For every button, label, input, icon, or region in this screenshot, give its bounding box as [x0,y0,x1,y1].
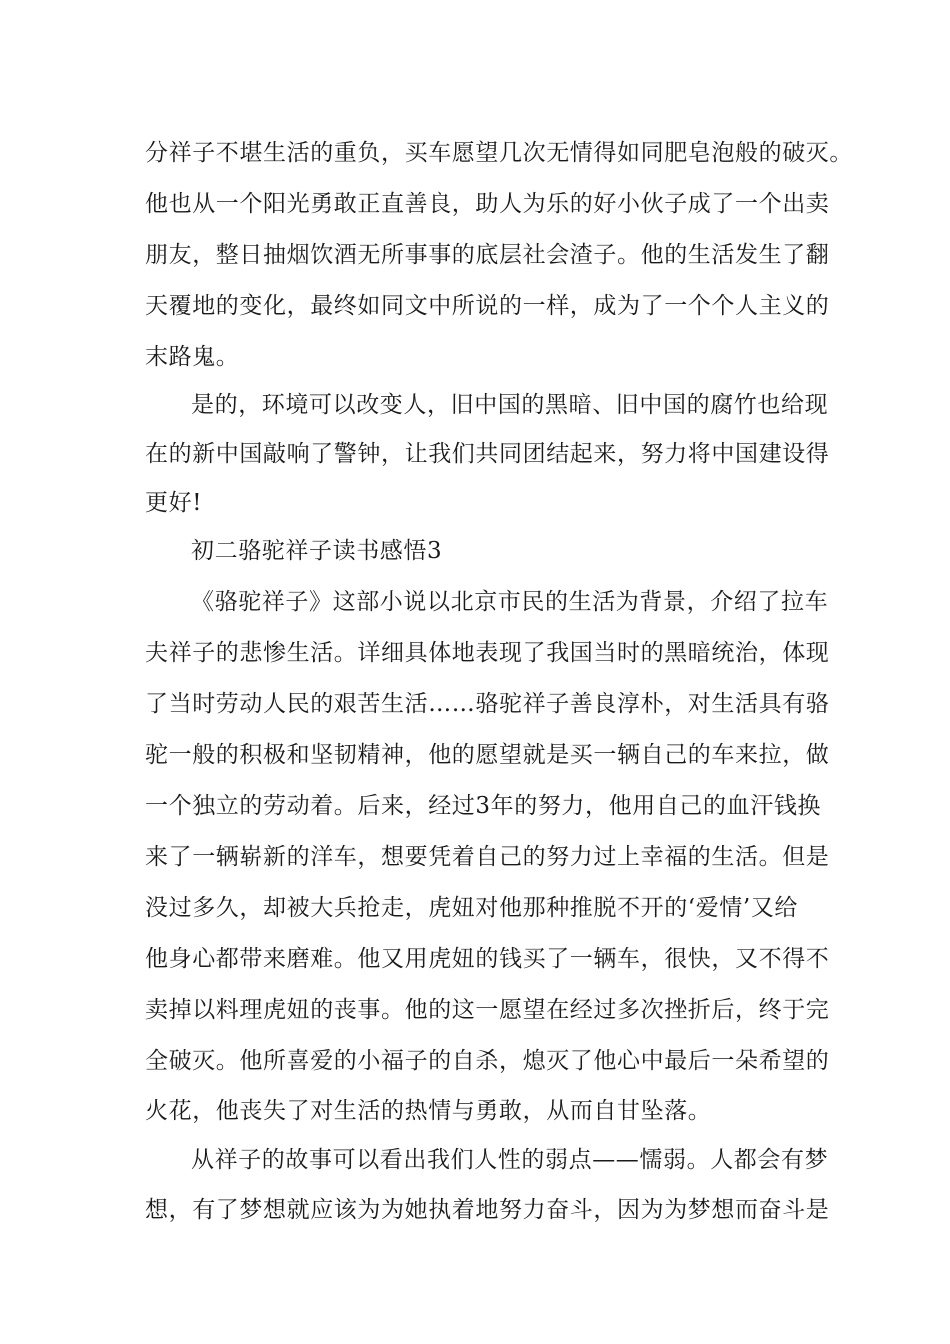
paragraph-first-line: 从祥子的故事可以看出我们人性的弱点——懦弱。人都会有梦 [191,1147,829,1173]
text-line: 了当时劳动人民的艰苦生活……骆驼祥子善良淳朴，对生活具有骆 [145,691,830,717]
text-line: 火花，他丧失了对生活的热情与勇敢，从而自甘坠落。 [145,1098,712,1124]
text-line: 分祥子不堪生活的重负，买车愿望几次无情得如同肥皂泡般的破灭。 [145,140,853,166]
text-line: 夫祥子的悲惨生活。详细具体地表现了我国当时的黑暗统治，体现 [145,640,830,666]
text-line: 一个独立的劳动着。后来，经过3年的努力，他用自己的血汗钱换 [145,793,822,819]
text-line: 想，有了梦想就应该为为她执着地努力奋斗，因为为梦想而奋斗是 [145,1197,830,1223]
paragraph-first-line: 是的，环境可以改变人，旧中国的黑暗、旧中国的腐竹也给现 [191,392,829,418]
text-line: 没过多久，却被大兵抢走，虎妞对他那种推脱不开的‘爱情’又给 [145,895,799,921]
text-line: 全破灭。他所喜爱的小福子的自杀，熄灭了他心中最后一朵希望的 [145,1048,830,1074]
text-line: 他也从一个阳光勇敢正直善良，助人为乐的好小伙子成了一个出卖 [145,191,830,217]
text-line: 驼一般的积极和坚韧精神，他的愿望就是买一辆自己的车来拉，做 [145,742,830,768]
section-heading: 初二骆驼祥子读书感悟3 [191,538,443,564]
text-line: 他身心都带来磨难。他又用虎妞的钱买了一辆车，很快，又不得不 [145,946,830,972]
paragraph-first-line: 《骆驼祥子》这部小说以北京市民的生活为背景，介绍了拉车 [191,589,829,615]
text-line: 更好! [145,490,203,516]
text-line: 在的新中国敲响了警钟，让我们共同团结起来，努力将中国建设得 [145,441,830,467]
text-line: 卖掉以料理虎妞的丧事。他的这一愿望在经过多次挫折后，终于完 [145,997,830,1023]
text-line: 末路鬼。 [145,344,240,370]
text-line: 来了一辆崭新的洋车，想要凭着自己的努力过上幸福的生活。但是 [145,844,830,870]
text-line: 朋友，整日抽烟饮酒无所事事的底层社会渣子。他的生活发生了翻 [145,242,830,268]
text-line: 天覆地的变化，最终如同文中所说的一样，成为了一个个人主义的 [145,293,830,319]
